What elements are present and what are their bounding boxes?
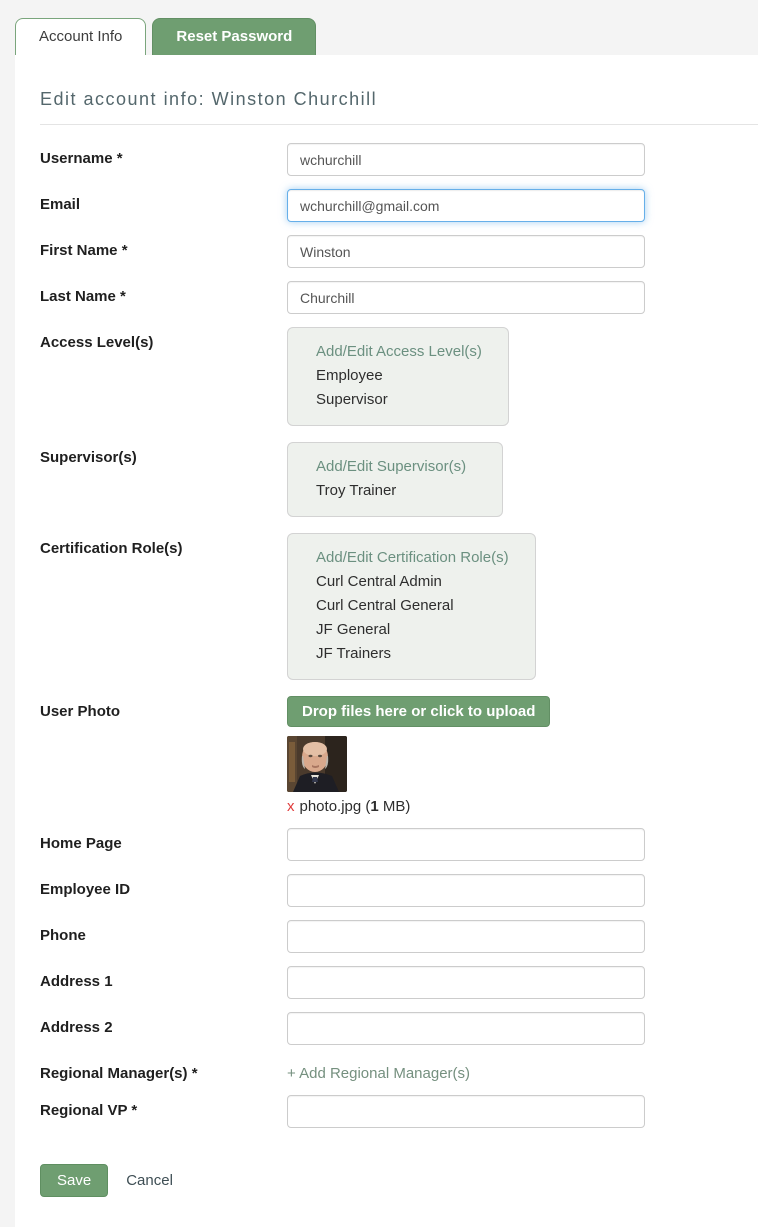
add-edit-access-levels-link[interactable]: Add/Edit Access Level(s) (316, 343, 482, 360)
access-levels-row (40, 327, 758, 426)
phone-label: Phone (40, 927, 86, 944)
supervisors-label: Supervisor(s) (40, 449, 137, 466)
form-actions (40, 1164, 758, 1197)
access-level-item: Employee (316, 367, 383, 384)
regional-vp-label: Regional VP * (40, 1102, 138, 1119)
regional-managers-row (40, 1058, 758, 1082)
username-input[interactable] (287, 143, 645, 176)
employee-id-row (40, 874, 758, 907)
regional-managers-label: Regional Manager(s) * (40, 1065, 198, 1082)
last-name-label: Last Name * (40, 288, 126, 305)
address2-label: Address 2 (40, 1019, 113, 1036)
home-page-label: Home Page (40, 835, 122, 852)
tab-account-info[interactable]: Account Info (15, 18, 146, 55)
supervisors-list (316, 479, 476, 503)
uploaded-file-line (287, 798, 550, 815)
tab-bar (0, 0, 758, 55)
page-title: Edit account info: Winston Churchill (40, 89, 378, 109)
account-info-panel (15, 55, 758, 1227)
access-levels-list (316, 364, 482, 412)
user-photo-thumbnail (287, 736, 347, 792)
address1-label: Address 1 (40, 973, 113, 990)
username-label: Username * (40, 150, 123, 167)
add-regional-managers-link[interactable]: + Add Regional Manager(s) (287, 1065, 471, 1082)
access-levels-label: Access Level(s) (40, 334, 154, 351)
employee-id-label: Employee ID (40, 881, 131, 898)
add-edit-certification-roles-link[interactable]: Add/Edit Certification Role(s) (316, 549, 509, 566)
address2-input[interactable] (287, 1012, 645, 1045)
home-page-input[interactable] (287, 828, 645, 861)
email-row (40, 189, 758, 222)
certification-roles-list (316, 570, 509, 666)
file-name: photo.jpg ( (299, 798, 371, 815)
user-photo-area (287, 696, 550, 815)
upload-dropzone-button[interactable]: Drop files here or click to upload (287, 696, 550, 727)
user-photo-row (40, 696, 758, 815)
certification-role-item: Curl Central Admin (316, 573, 442, 590)
add-edit-supervisors-link[interactable]: Add/Edit Supervisor(s) (316, 458, 467, 475)
tab-reset-password[interactable]: Reset Password (152, 18, 316, 55)
phone-row (40, 920, 758, 953)
certification-roles-row (40, 533, 758, 680)
address1-row (40, 966, 758, 999)
file-size: 1 (370, 798, 379, 815)
remove-file-icon[interactable]: x (287, 798, 295, 815)
regional-vp-input[interactable] (287, 1095, 645, 1128)
cancel-link[interactable]: Cancel (126, 1172, 173, 1189)
certification-role-item: JF Trainers (316, 645, 392, 662)
file-name-suffix: MB) (378, 798, 411, 815)
user-photo-label: User Photo (40, 703, 121, 720)
employee-id-input[interactable] (287, 874, 645, 907)
first-name-row (40, 235, 758, 268)
address1-input[interactable] (287, 966, 645, 999)
supervisors-row (40, 442, 758, 517)
username-row (40, 143, 758, 176)
address2-row (40, 1012, 758, 1045)
certification-roles-box (287, 533, 536, 680)
supervisor-item: Troy Trainer (316, 482, 397, 499)
phone-input[interactable] (287, 920, 645, 953)
supervisors-box (287, 442, 503, 517)
certification-role-item: JF General (316, 621, 391, 638)
last-name-input[interactable] (287, 281, 645, 314)
title-divider (40, 124, 758, 125)
last-name-row (40, 281, 758, 314)
email-label: Email (40, 196, 81, 213)
first-name-label: First Name * (40, 242, 128, 259)
access-levels-box (287, 327, 509, 426)
certification-role-item: Curl Central General (316, 597, 454, 614)
save-button[interactable]: Save (40, 1164, 108, 1197)
first-name-input[interactable] (287, 235, 645, 268)
home-page-row (40, 828, 758, 861)
regional-vp-row (40, 1095, 758, 1128)
email-input[interactable] (287, 189, 645, 222)
access-level-item: Supervisor (316, 391, 388, 408)
certification-roles-label: Certification Role(s) (40, 540, 183, 557)
